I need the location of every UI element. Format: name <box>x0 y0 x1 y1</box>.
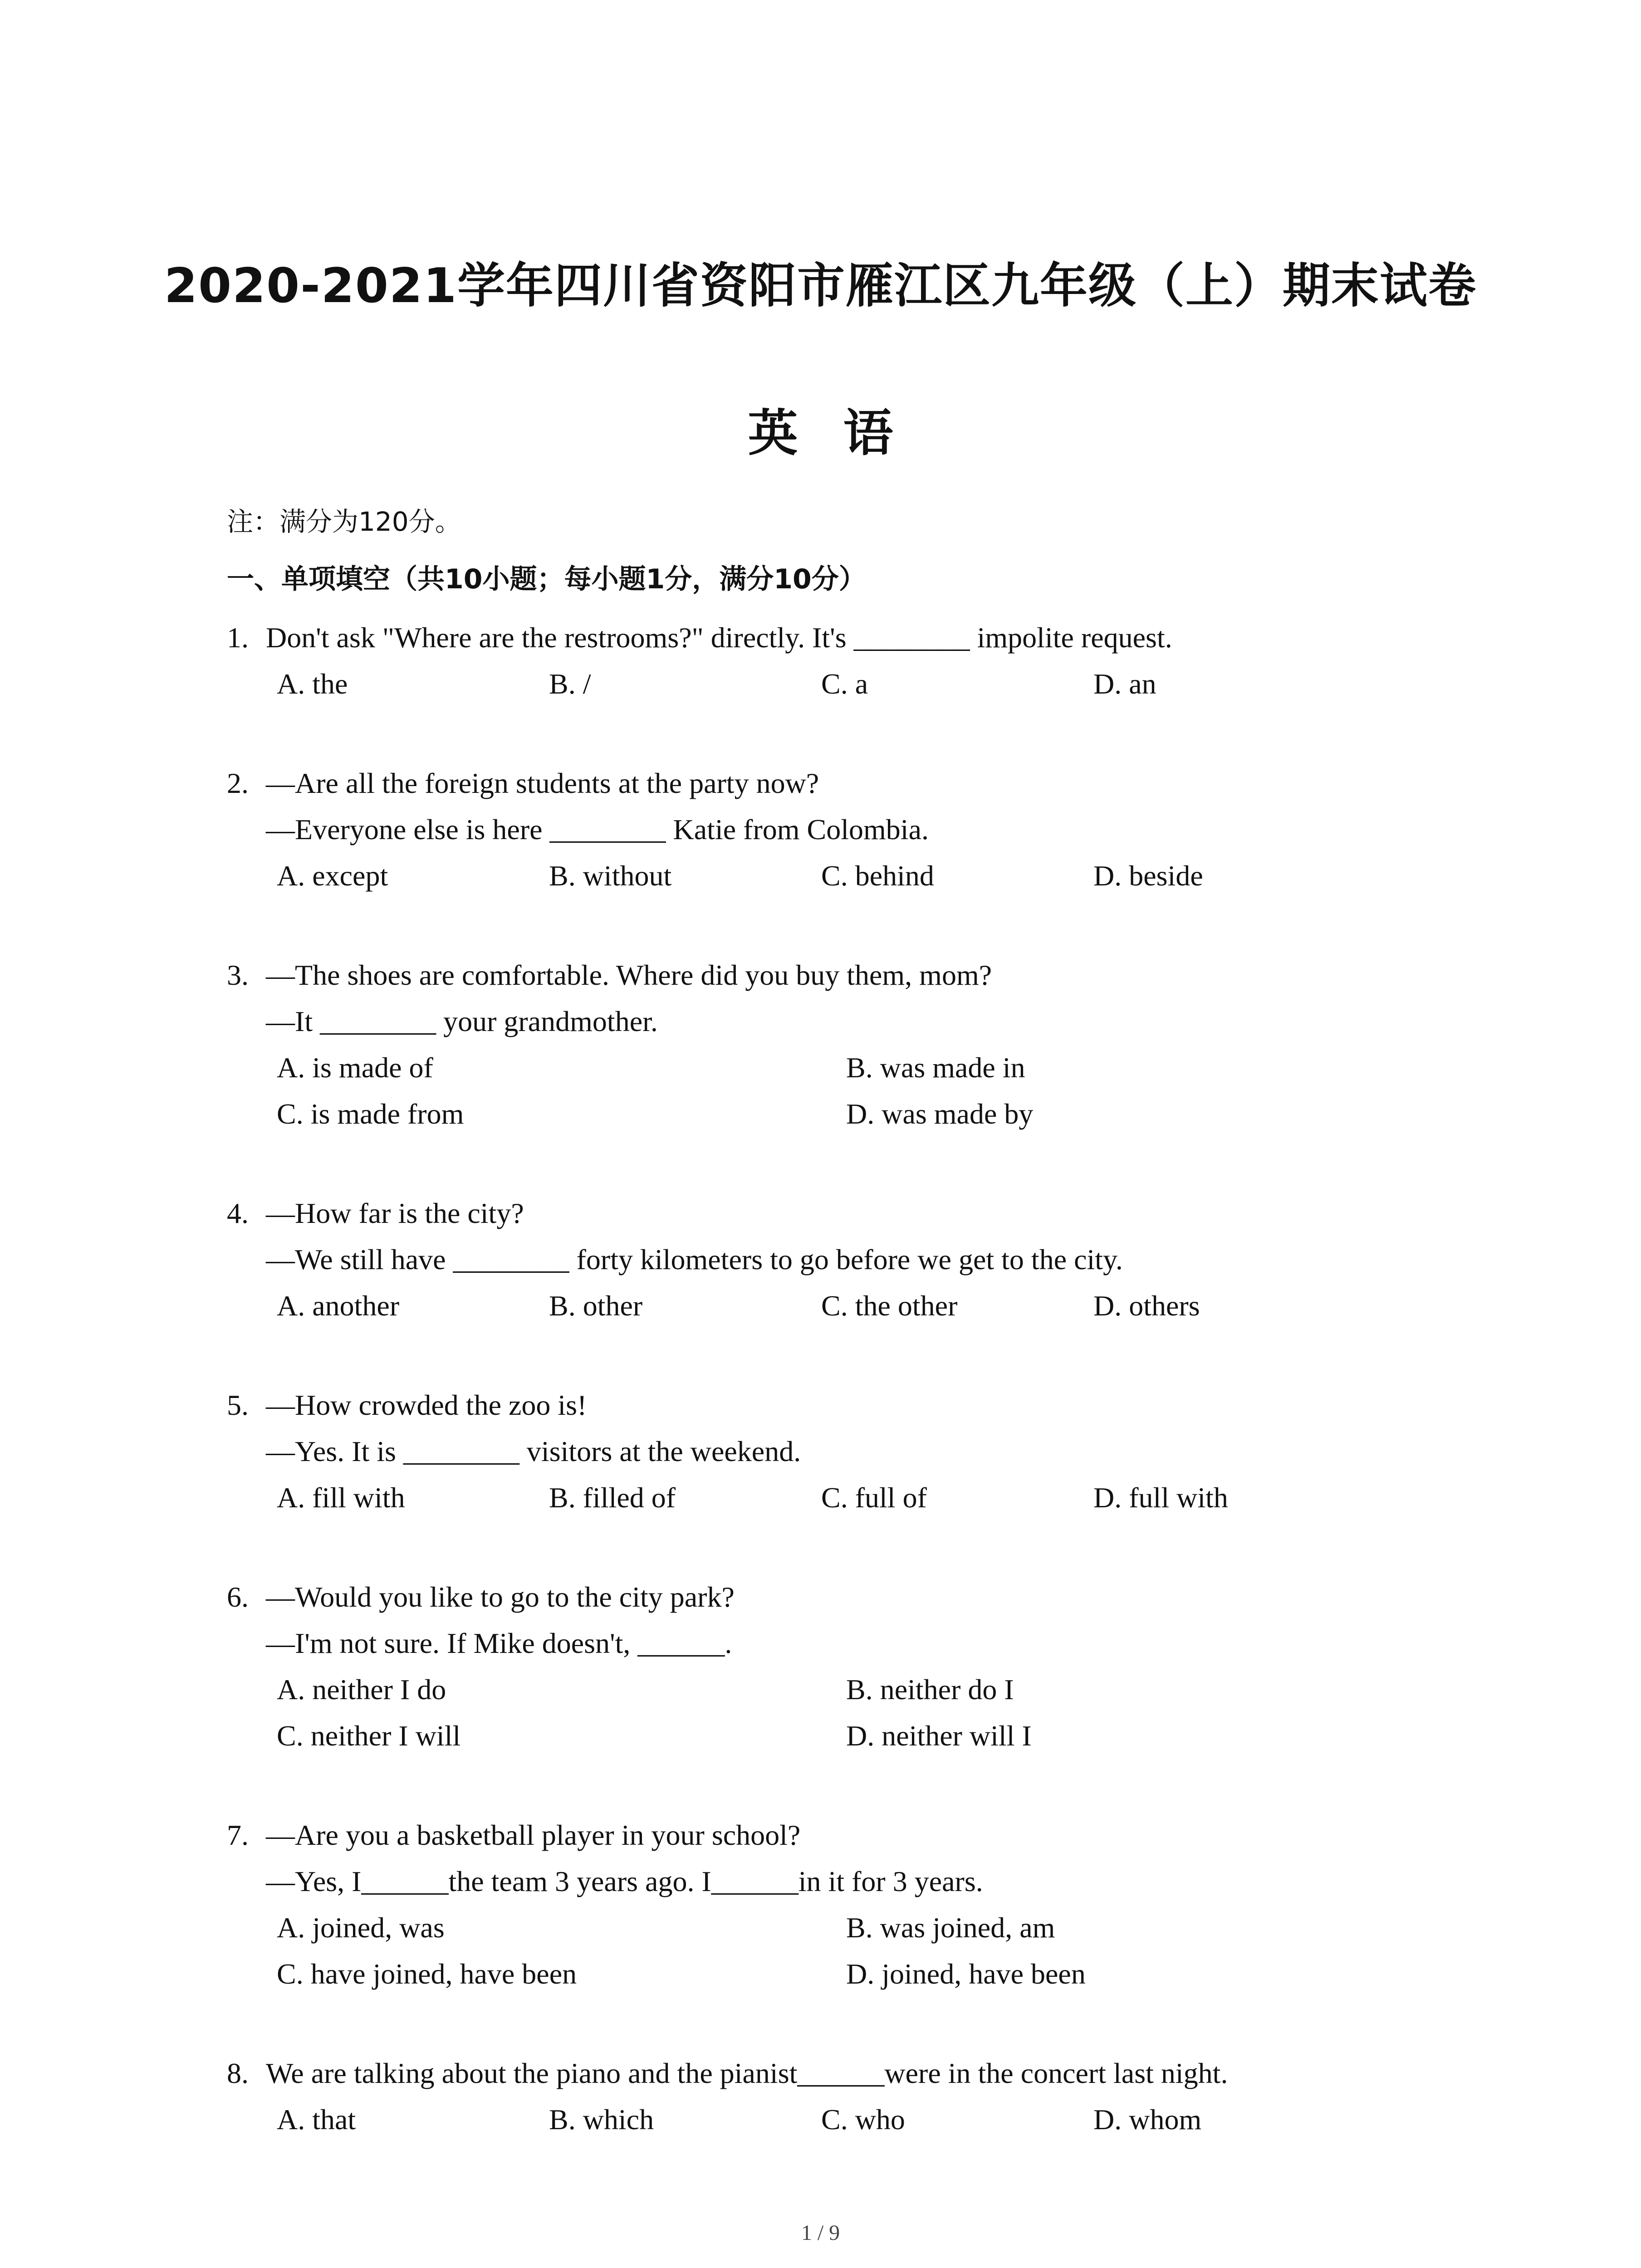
section-heading: 一、单项填空（共10小题；每小题1分，满分10分） <box>227 563 866 595</box>
option-a[interactable]: A. neither I do <box>277 1673 446 1706</box>
question-3 <box>227 952 1452 1137</box>
option-d[interactable]: D. full with <box>1093 1481 1228 1514</box>
option-d[interactable]: D. neither will I <box>846 1720 1032 1752</box>
question-text: —The shoes are comfortable. Where did you buy them, mom? <box>266 959 992 991</box>
option-c[interactable]: C. behind <box>821 860 934 892</box>
option-a[interactable]: A. is made of <box>277 1051 433 1084</box>
option-row <box>227 1475 1452 1521</box>
option-d[interactable]: D. an <box>1093 668 1156 700</box>
option-d[interactable]: D. whom <box>1093 2103 1202 2136</box>
question-2 <box>227 760 1452 899</box>
option-a[interactable]: A. fill with <box>277 1481 405 1514</box>
question-number: 5. <box>227 1389 249 1421</box>
question-text: —How crowded the zoo is! <box>266 1389 587 1421</box>
option-d[interactable]: D. joined, have been <box>846 1958 1086 1990</box>
question-5 <box>227 1382 1452 1521</box>
question-stem <box>227 1812 1452 1858</box>
option-a[interactable]: A. the <box>277 668 348 700</box>
question-text-line-2: —It ________ your grandmother. <box>266 1005 658 1037</box>
exam-title: 2020-2021学年四川省资阳市雁江区九年级（上）期末试卷 <box>164 258 1477 313</box>
question-stem <box>227 760 1452 807</box>
option-row <box>227 661 1452 707</box>
question-1 <box>227 615 1452 707</box>
option-b[interactable]: B. was joined, am <box>846 1911 1055 1944</box>
option-c[interactable]: C. the other <box>821 1290 958 1322</box>
option-c[interactable]: C. who <box>821 2103 905 2136</box>
option-b[interactable]: B. / <box>549 668 591 700</box>
question-stem <box>227 615 1452 661</box>
question-4 <box>227 1190 1452 1329</box>
option-b[interactable]: B. filled of <box>549 1481 676 1514</box>
question-number: 2. <box>227 767 249 799</box>
subject-heading: 英语 <box>748 404 939 462</box>
question-text: —How far is the city? <box>266 1197 524 1229</box>
question-list <box>227 615 1452 2196</box>
option-c[interactable]: C. full of <box>821 1481 927 1514</box>
option-row <box>227 1667 1452 1713</box>
question-8 <box>227 2050 1452 2143</box>
question-number: 1. <box>227 621 249 654</box>
question-number: 8. <box>227 2057 249 2089</box>
option-row <box>227 1283 1452 1329</box>
option-a[interactable]: A. that <box>277 2103 356 2136</box>
option-a[interactable]: A. joined, was <box>277 1911 445 1944</box>
question-text-line-2: —Yes, I______the team 3 years ago. I______in it for 3 years. <box>266 1865 983 1897</box>
option-b[interactable]: B. without <box>549 860 672 892</box>
option-row <box>227 1905 1452 1951</box>
question-text: —Are you a basketball player in your school? <box>266 1819 801 1851</box>
question-6 <box>227 1574 1452 1759</box>
option-b[interactable]: B. neither do I <box>846 1673 1014 1706</box>
option-d[interactable]: D. beside <box>1093 860 1203 892</box>
question-text-line-2: —Yes. It is ________ visitors at the weekend. <box>266 1435 801 1467</box>
option-d[interactable]: D. others <box>1093 1290 1200 1322</box>
question-text-line-2: —I'm not sure. If Mike doesn't, ______. <box>266 1627 732 1659</box>
option-d[interactable]: D. was made by <box>846 1098 1034 1130</box>
score-note: 注：满分为120分。 <box>227 506 461 537</box>
question-number: 6. <box>227 1581 249 1613</box>
question-number: 4. <box>227 1197 249 1229</box>
option-c[interactable]: C. neither I will <box>277 1720 461 1752</box>
option-row <box>227 1713 1452 1759</box>
option-row <box>227 853 1452 899</box>
page-indicator: 1 / 9 <box>801 2221 840 2245</box>
question-text: We are talking about the piano and the pianist______were in the concert last night. <box>266 2057 1228 2089</box>
option-b[interactable]: B. which <box>549 2103 654 2136</box>
option-row <box>227 2097 1452 2143</box>
option-b[interactable]: B. was made in <box>846 1051 1025 1084</box>
question-text: —Would you like to go to the city park? <box>266 1581 735 1613</box>
question-stem <box>227 2050 1452 2097</box>
question-text-line-2: —Everyone else is here ________ Katie from Colombia. <box>266 813 929 846</box>
option-c[interactable]: C. is made from <box>277 1098 464 1130</box>
option-c[interactable]: C. a <box>821 668 868 700</box>
question-stem <box>227 952 1452 998</box>
question-stem <box>227 1190 1452 1237</box>
question-number: 7. <box>227 1819 249 1851</box>
option-row <box>227 1091 1452 1137</box>
question-text-line-2: —We still have ________ forty kilometers to go before we get to the city. <box>266 1243 1123 1276</box>
question-stem <box>227 1574 1452 1620</box>
question-text: —Are all the foreign students at the party now? <box>266 767 819 799</box>
option-row <box>227 1045 1452 1091</box>
option-row <box>227 1951 1452 1997</box>
question-stem <box>227 1382 1452 1428</box>
question-number: 3. <box>227 959 249 991</box>
option-a[interactable]: A. another <box>277 1290 400 1322</box>
option-b[interactable]: B. other <box>549 1290 643 1322</box>
option-a[interactable]: A. except <box>277 860 388 892</box>
question-text: Don't ask "Where are the restrooms?" directly. It's ________ impolite request. <box>266 621 1172 654</box>
option-c[interactable]: C. have joined, have been <box>277 1958 577 1990</box>
question-7 <box>227 1812 1452 1997</box>
